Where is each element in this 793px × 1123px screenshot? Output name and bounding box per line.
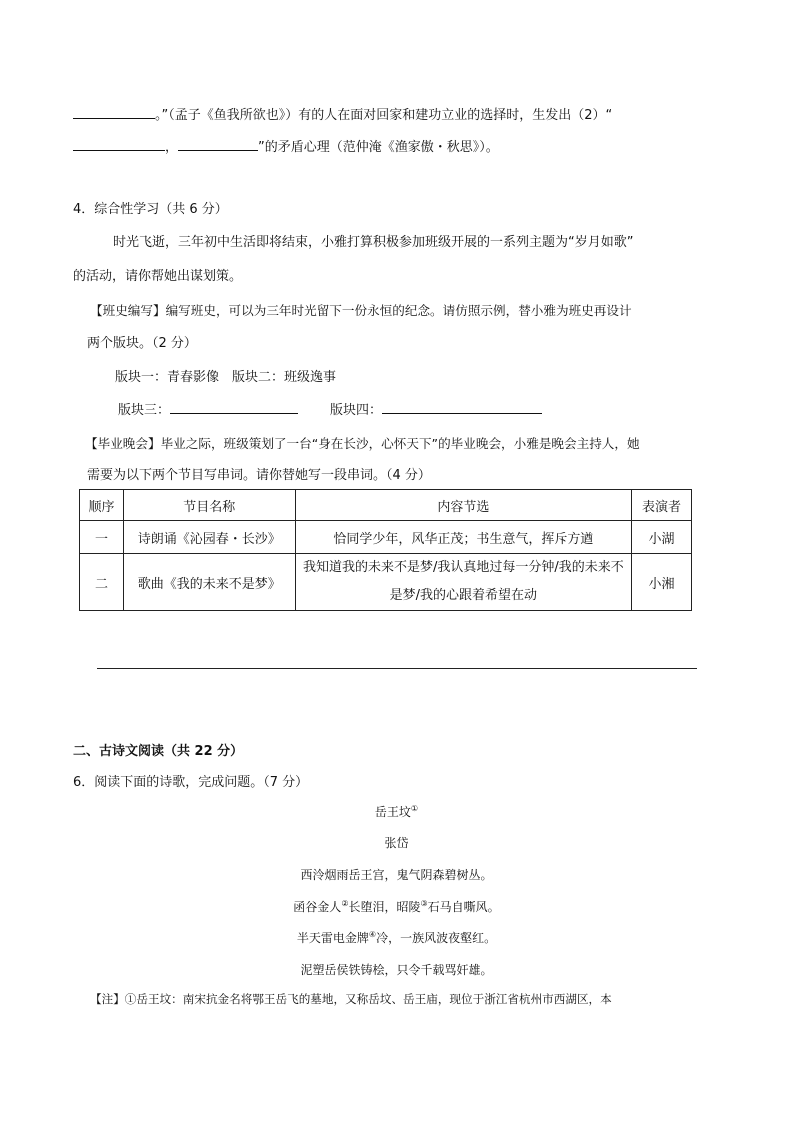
cell-program: 诗朗诵《沁园春・长沙》 <box>123 521 295 554</box>
q3-line-2 <box>73 136 499 155</box>
q3-line-2-text: ”的矛盾心理（范仲淹《渔家傲・秋思》）。 <box>258 140 499 155</box>
poem-note: 【注】①岳王坟：南宋抗金名将鄂王岳飞的墓地，又称岳坟、岳王庙，现位于浙江省杭州市西湖区，本 <box>90 992 612 1006</box>
q3-line-1-text: 。”（孟子《鱼我所欲也》）有的人在面对回家和建功立业的选择时，生发出（2）“ <box>155 108 613 123</box>
answer-blank[interactable] <box>178 136 258 151</box>
blank4-label: 版块四： <box>330 403 383 418</box>
answer-blank[interactable] <box>73 104 155 119</box>
poem-title-text: 岳王坟 <box>374 805 411 819</box>
q4-part1-line-1: 【班史编写】编写班史，可以为三年时光留下一份永恒的纪念。请仿照示例，替小雅为班史再设计 <box>90 303 632 318</box>
q3-line-1 <box>73 104 612 123</box>
table-row <box>80 554 692 611</box>
cell-order: 二 <box>80 554 124 611</box>
header-performer: 表演者 <box>632 490 692 521</box>
answer-blank-3[interactable] <box>170 399 298 414</box>
cell-excerpt: 我知道我的未来不是梦/我认真地过每一分钟/我的未来不是梦/我的心跟着希望在动 <box>295 554 631 611</box>
poem-line-2: 函谷金人②长堕泪，昭陵③石马自嘶风。 <box>293 899 500 914</box>
q4-blank-row <box>118 399 542 418</box>
poem-line-1: 西泠烟雨岳王宫，鬼气阴森碧树丛。 <box>300 868 493 882</box>
cell-performer: 小湘 <box>632 554 692 611</box>
q4-intro-line-1: 时光飞逝，三年初中生活即将结束，小雅打算积极参加班级开展的一系列主题为“岁月如歌” <box>113 235 634 250</box>
poem-title-note: ① <box>410 804 419 813</box>
answer-blank-4[interactable] <box>382 399 542 414</box>
q3-line-2-comma: ， <box>165 140 179 155</box>
poem-title <box>0 803 793 820</box>
q4-part1-line-2: 两个版块。（2 分） <box>87 336 197 351</box>
answer-blank[interactable] <box>73 136 165 151</box>
q4-example: 版块一：青春影像 版块二：班级逸事 <box>115 370 337 385</box>
blank3-label: 版块三： <box>118 403 171 418</box>
q4-part2-line-1: 【毕业晚会】毕业之际，班级策划了一台“身在长沙，心怀天下”的毕业晚会，小雅是晚会主持人，她 <box>85 436 640 451</box>
header-program: 节目名称 <box>123 490 295 521</box>
poem-line-3: 半天雷电金牌④冷，一族风波夜壑红。 <box>296 930 497 945</box>
poem-author: 张岱 <box>384 836 409 850</box>
q4-title: 4．综合性学习（共 6 分） <box>73 202 228 217</box>
cell-order: 一 <box>80 521 124 554</box>
q4-part2-line-2: 需要为以下两个节目写串词。请你替她写一段串词。（4 分） <box>87 468 431 483</box>
header-order: 顺序 <box>80 490 124 521</box>
table-row <box>80 521 692 554</box>
program-table <box>79 489 692 611</box>
table-header-row <box>80 490 692 521</box>
header-excerpt: 内容节选 <box>295 490 631 521</box>
cell-excerpt: 恰同学少年，风华正茂；书生意气，挥斥方遒 <box>295 521 631 554</box>
cell-performer: 小湖 <box>632 521 692 554</box>
section-2-title: 二、古诗文阅读（共 22 分） <box>73 744 244 759</box>
q6-prompt: 6．阅读下面的诗歌，完成问题。（7 分） <box>73 775 309 790</box>
answer-line[interactable] <box>97 668 697 669</box>
q4-intro-line-2: 的活动，请你帮她出谋划策。 <box>73 269 243 284</box>
poem-line-4: 泥塑岳侯铁铸桧，只令千载骂奸雄。 <box>300 963 493 977</box>
cell-program: 歌曲《我的未来不是梦》 <box>123 554 295 611</box>
